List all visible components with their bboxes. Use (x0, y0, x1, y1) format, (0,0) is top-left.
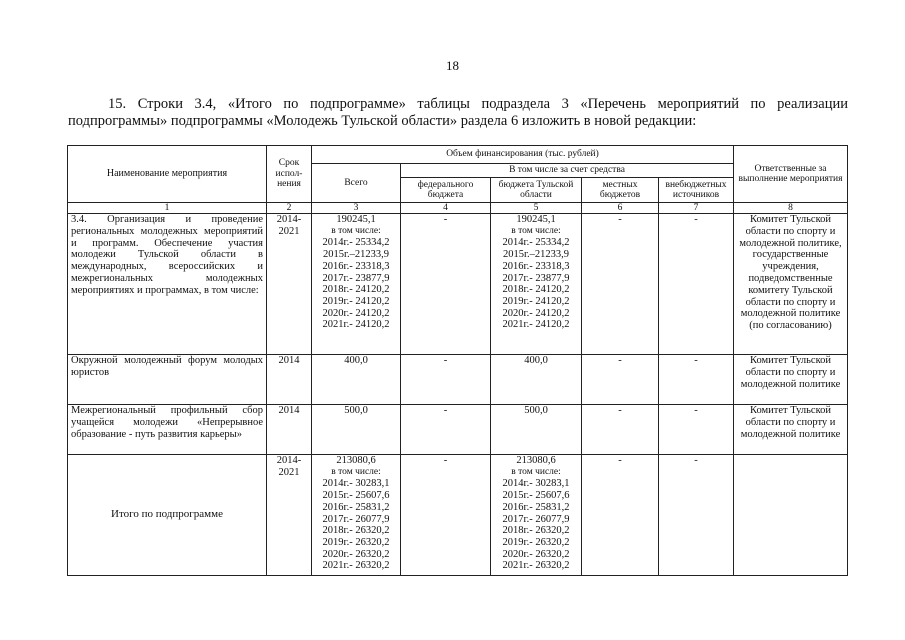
header-extra: внебюджетных источников (659, 178, 734, 203)
header-term: Срок испол-нения (267, 146, 312, 203)
federal-cell: - (401, 355, 491, 405)
fin-line: 2015г.- 25607,6 (322, 490, 390, 502)
header-federal: федерального бюджета (401, 178, 491, 203)
extra-cell: - (659, 455, 734, 576)
fin-line: 2020г.- 26320,2 (322, 548, 390, 560)
header-regional: бюджета Тульской области (491, 178, 582, 203)
responsible-cell (734, 455, 848, 576)
local-cell: - (582, 355, 659, 405)
fin-line: 2017г.- 26077,9 (502, 513, 570, 525)
fin-line: 2021г.- 26320,2 (322, 560, 390, 572)
column-number: 3 (312, 203, 401, 214)
activity-name: Межрегиональный профильный сбор учащейся молодежи «Непрерывное образование - путь развития карьеры» (68, 405, 267, 455)
fin-line: в том числе: (331, 466, 381, 477)
local-cell: - (582, 405, 659, 455)
fin-line: 2015г.–21233,9 (502, 249, 570, 261)
fin-line: 2017г.- 23877,9 (322, 272, 390, 284)
table-row (68, 405, 848, 455)
fin-line: в том числе: (511, 225, 561, 236)
fin-line: 2016г.- 23318,3 (322, 260, 390, 272)
fin-line: 2014г.- 25334,2 (322, 237, 390, 249)
fin-line: 2019г.- 26320,2 (322, 536, 390, 548)
fin-line: 2020г.- 24120,2 (502, 307, 570, 319)
activity-term: 2014-2021 (267, 455, 312, 576)
regional-cell: 400,0 (491, 355, 582, 405)
fin-line: 2020г.- 24120,2 (322, 307, 390, 319)
fin-line: 2015г.- 25607,6 (502, 490, 570, 502)
header-including: В том числе за счет средства (401, 164, 734, 178)
table-row (68, 214, 848, 355)
extra-cell: - (659, 355, 734, 405)
local-cell: - (582, 455, 659, 576)
total-cell: 400,0 (312, 355, 401, 405)
column-number: 5 (491, 203, 582, 214)
responsible-cell: Комитет Тульской области по спорту и молодежной политике, государственные учреждения, подведомственные комитету Тульской области по спорту и молодежной политике (по согласованию) (734, 214, 848, 355)
fin-line: 2014г.- 30283,1 (502, 478, 570, 490)
activity-name: Окружной молодежный форум молодых юристов (68, 355, 267, 405)
fin-line: 2019г.- 26320,2 (502, 536, 570, 548)
fin-line: 2015г.–21233,9 (322, 249, 390, 261)
fin-line: 213080,6 (336, 455, 376, 466)
extra-cell: - (659, 214, 734, 355)
regional-cell: 500,0 (491, 405, 582, 455)
financing-table (67, 145, 848, 576)
fin-line: 2018г.- 24120,2 (322, 284, 390, 296)
activity-name: 3.4. Организация и проведение региональных молодежных мероприятий и программ. Обеспечение участия молодежи Тульской области в международных, всероссийских и межрегиональных молодежных мероприятиях и программах, в том числе: (68, 214, 267, 355)
fin-line: в том числе: (331, 225, 381, 236)
column-number: 1 (68, 203, 267, 214)
header-name: Наименование мероприятия (68, 146, 267, 203)
column-number: 2 (267, 203, 312, 214)
fin-line: 213080,6 (516, 455, 556, 466)
activity-term: 2014 (267, 355, 312, 405)
fin-line: 2019г.- 24120,2 (502, 295, 570, 307)
federal-cell: - (401, 405, 491, 455)
fin-line: 2018г.- 24120,2 (502, 284, 570, 296)
fin-line: 2016г.- 25831,2 (502, 501, 570, 513)
column-number: 6 (582, 203, 659, 214)
fin-line: 2019г.- 24120,2 (322, 295, 390, 307)
column-number: 8 (734, 203, 848, 214)
activity-name: Итого по подпрограмме (68, 455, 267, 576)
column-number: 4 (401, 203, 491, 214)
fin-line: 2016г.- 25831,2 (322, 501, 390, 513)
total-cell (312, 455, 401, 576)
column-number: 7 (659, 203, 734, 214)
regional-cell (491, 455, 582, 576)
responsible-cell: Комитет Тульской области по спорту и молодежной политике (734, 355, 848, 405)
table-row (68, 355, 848, 405)
fin-line: 2021г.- 26320,2 (502, 560, 570, 572)
fin-line: 190245,1 (516, 214, 556, 225)
header-responsible: Ответственные за выполнение мероприятия (734, 146, 848, 203)
header-total: Всего (312, 164, 401, 203)
fin-line: 2017г.- 26077,9 (322, 513, 390, 525)
header-financing: Объем финансирования (тыс. рублей) (312, 146, 734, 164)
fin-line: в том числе: (511, 466, 561, 477)
total-cell: 500,0 (312, 405, 401, 455)
page-number: 18 (446, 58, 459, 73)
fin-line: 190245,1 (336, 214, 376, 225)
local-cell: - (582, 214, 659, 355)
fin-line: 2018г.- 26320,2 (502, 525, 570, 537)
fin-line: 2021г.- 24120,2 (502, 319, 570, 331)
federal-cell: - (401, 455, 491, 576)
fin-line: 2020г.- 26320,2 (502, 548, 570, 560)
header-local: местных бюджетов (582, 178, 659, 203)
fin-line: 2016г.- 23318,3 (502, 260, 570, 272)
regional-cell (491, 214, 582, 355)
fin-line: 2017г.- 23877,9 (502, 272, 570, 284)
intro-paragraph: 15. Строки 3.4, «Итого по подпрограмме» таблицы подраздела 3 «Перечень мероприятий по реализации подпрограммы» подпрограммы «Молодежь Тульской области» раздела 6 изложить в новой редакции: (68, 96, 848, 129)
total-cell (312, 214, 401, 355)
fin-line: 2021г.- 24120,2 (322, 319, 390, 331)
activity-term: 2014-2021 (267, 214, 312, 355)
fin-line: 2018г.- 26320,2 (322, 525, 390, 537)
activity-term: 2014 (267, 405, 312, 455)
fin-line: 2014г.- 30283,1 (322, 478, 390, 490)
extra-cell: - (659, 405, 734, 455)
fin-line: 2014г.- 25334,2 (502, 237, 570, 249)
responsible-cell: Комитет Тульской области по спорту и молодежной политике (734, 405, 848, 455)
federal-cell: - (401, 214, 491, 355)
table-row (68, 455, 848, 576)
